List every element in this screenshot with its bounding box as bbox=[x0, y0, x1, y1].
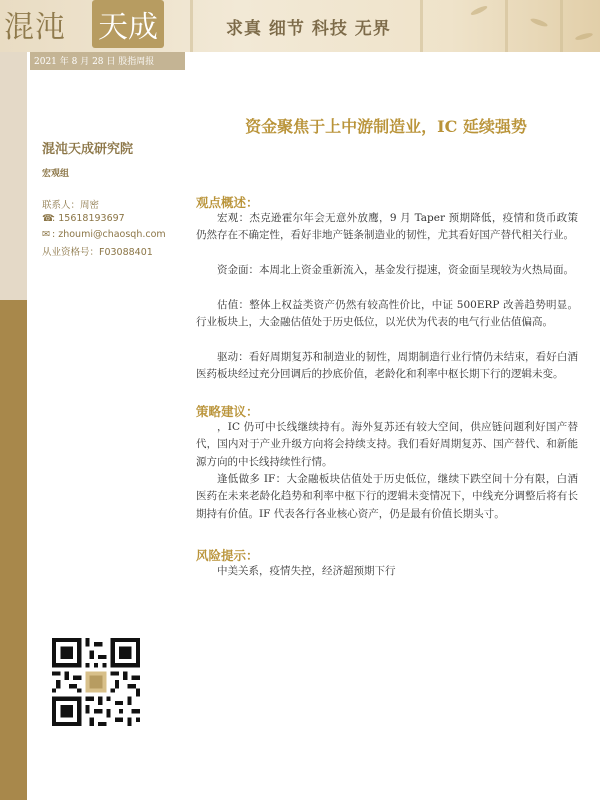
section-overview-heading: 观点概述： bbox=[196, 195, 259, 210]
report-date: 2021 年 8 月 28 日 股指周报 bbox=[34, 57, 155, 67]
phone-number: 15618193697 bbox=[58, 213, 125, 224]
logo-text-left: 混沌 bbox=[4, 10, 66, 45]
email-address[interactable]: zhoumi@chaosqh.com bbox=[58, 229, 166, 240]
risk-paragraph: 中美关系，疫情失控，经济超预期下行 bbox=[217, 565, 396, 577]
bamboo-decor bbox=[560, 0, 563, 52]
section-strategy-heading: 策略建议： bbox=[196, 404, 259, 419]
license-number: 从业资格号：F03088401 bbox=[42, 247, 153, 258]
leaf-decor bbox=[470, 4, 488, 16]
leaf-decor bbox=[575, 32, 594, 41]
overview-paragraph: 宏观：杰克逊霍尔年会无意外放鹰，9 月 Taper 预期降低，疫情和货币政策仍然存在不确定性，看好非地产链条制造业的韧性，尤其看好国产替代相关行业。 bbox=[196, 212, 578, 242]
report-title: 资金聚焦于上中游制造业，IC 延续强势 bbox=[245, 117, 527, 136]
slogan: 求真 细节 科技 无界 bbox=[226, 19, 391, 39]
phone-icon: ☎ bbox=[42, 213, 54, 224]
email-icon: ✉ bbox=[42, 229, 50, 240]
institute-name: 混沌天成研究院 bbox=[42, 142, 134, 157]
contact-email: ✉ : zhoumi@chaosqh.com bbox=[42, 229, 166, 240]
research-group: 宏观组 bbox=[42, 169, 70, 179]
bamboo-decor bbox=[190, 0, 193, 52]
date-bar bbox=[30, 52, 185, 70]
qr-code bbox=[52, 638, 140, 726]
header-banner bbox=[0, 0, 600, 52]
overview-paragraph: 驱动：看好周期复苏和制造业的韧性，周期制造行业行情仍未结束，看好白酒医药板块经过充分回调后的抄底价值，老龄化和利率中枢长期下行的逻辑未变。 bbox=[196, 351, 578, 381]
strategy-paragraph: 逢低做多 IF：大金融板块估值处于历史低位，继续下跌空间十分有限，白酒医药在未来老龄化趋势和利率中枢下行的逻辑未变情况下，中线充分调整后将有长期持有价值。IF 代表各行各业核心资产，仍是最有价值长期头寸。 bbox=[196, 473, 578, 520]
bamboo-decor bbox=[505, 0, 508, 52]
bamboo-decor bbox=[420, 0, 423, 52]
contact-person: 联系人：周密 bbox=[42, 200, 100, 211]
leaf-decor bbox=[530, 17, 549, 28]
strategy-paragraph: ，IC 仍可中长线继续持有。海外复苏还有较大空间，供应链问题利好国产替代，国内对于产业升级方向将会持续支持。我们看好周期复苏、国产替代、和新能源方向的中长线持续性行情。 bbox=[196, 421, 578, 468]
overview-paragraph: 资金面：本周北上资金重新流入，基金发行提速，资金面呈现较为火热局面。 bbox=[217, 264, 574, 276]
left-decor-bar-dark bbox=[0, 300, 27, 800]
overview-paragraph: 估值：整体上权益类资产仍然有较高性价比，中证 500ERP 改善趋势明显。行业板块上，大金融估值处于历史低位，以光伏为代表的电气行业估值偏高。 bbox=[196, 299, 578, 329]
company-logo bbox=[0, 0, 165, 48]
section-risk-heading: 风险提示： bbox=[196, 548, 259, 563]
contact-phone: ☎: 15618193697 bbox=[42, 213, 125, 224]
logo-text-right: 天成 bbox=[92, 0, 164, 48]
